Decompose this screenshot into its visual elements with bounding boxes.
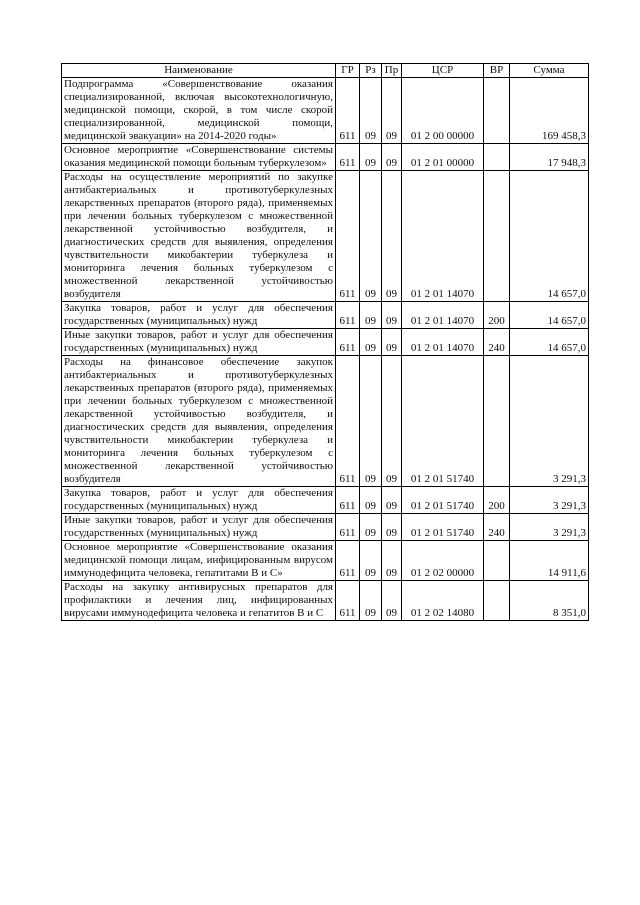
row-pr: 09	[382, 329, 402, 356]
row-sum: 3 291,3	[510, 514, 589, 541]
table-row	[62, 581, 589, 621]
header-pr: Пр	[382, 64, 402, 78]
table-row	[62, 514, 589, 541]
row-name: Расходы на финансовое обеспечение закупок антибактериальных и противотуберкулезных лекарственных препаратов (второго ряда), применяемых при лечении больных туберкулезом с множественной лекарственной устойчивостью возбудителя, и диагностических средств для выявления, определения чувствительности микобактерии туберкулеза и мониторинга лечения больных туберкулезом с множественной лекарственной устойчивостью возбудителя	[62, 356, 336, 487]
row-sum: 14 911,6	[510, 541, 589, 581]
row-gr: 611	[336, 78, 360, 144]
row-pr: 09	[382, 171, 402, 302]
row-gr: 611	[336, 541, 360, 581]
row-sum: 3 291,3	[510, 356, 589, 487]
row-pr: 09	[382, 144, 402, 171]
row-name: Основное мероприятие «Совершенствование оказания медицинской помощи лицам, инфицированным вирусом иммунодефицита человека, гепатитами В и С»	[62, 541, 336, 581]
row-sum: 14 657,0	[510, 171, 589, 302]
row-name: Иные закупки товаров, работ и услуг для обеспечения государственных (муниципальных) нужд	[62, 329, 336, 356]
row-rz: 09	[360, 329, 382, 356]
row-vr: 240	[484, 514, 510, 541]
header-name: Наименование	[62, 64, 336, 78]
row-gr: 611	[336, 329, 360, 356]
row-pr: 09	[382, 78, 402, 144]
row-csr: 01 2 01 51740	[402, 514, 484, 541]
row-rz: 09	[360, 171, 382, 302]
header-vr: ВР	[484, 64, 510, 78]
row-csr: 01 2 01 14070	[402, 171, 484, 302]
row-name: Основное мероприятие «Совершенствование системы оказания медицинской помощи больным туберкулезом»	[62, 144, 336, 171]
table-row	[62, 541, 589, 581]
row-sum: 17 948,3	[510, 144, 589, 171]
row-vr	[484, 144, 510, 171]
budget-table	[61, 63, 589, 621]
row-vr: 240	[484, 329, 510, 356]
header-gr: ГР	[336, 64, 360, 78]
row-gr: 611	[336, 581, 360, 621]
table-row	[62, 487, 589, 514]
row-vr	[484, 171, 510, 302]
row-rz: 09	[360, 581, 382, 621]
row-pr: 09	[382, 356, 402, 487]
row-rz: 09	[360, 514, 382, 541]
row-gr: 611	[336, 356, 360, 487]
row-sum: 14 657,0	[510, 302, 589, 329]
table-row	[62, 78, 589, 144]
table-row	[62, 356, 589, 487]
row-csr: 01 2 00 00000	[402, 78, 484, 144]
row-pr: 09	[382, 541, 402, 581]
row-sum: 8 351,0	[510, 581, 589, 621]
row-rz: 09	[360, 356, 382, 487]
row-vr	[484, 356, 510, 487]
table-row	[62, 329, 589, 356]
table-header-row	[62, 64, 589, 78]
row-gr: 611	[336, 487, 360, 514]
row-vr: 200	[484, 302, 510, 329]
header-csr: ЦСР	[402, 64, 484, 78]
row-sum: 14 657,0	[510, 329, 589, 356]
row-sum: 169 458,3	[510, 78, 589, 144]
row-pr: 09	[382, 487, 402, 514]
row-csr: 01 2 02 00000	[402, 541, 484, 581]
row-csr: 01 2 01 14070	[402, 302, 484, 329]
table-row	[62, 171, 589, 302]
row-csr: 01 2 01 00000	[402, 144, 484, 171]
row-pr: 09	[382, 302, 402, 329]
table-body	[62, 78, 589, 621]
row-vr	[484, 541, 510, 581]
row-name: Расходы на закупку антивирусных препаратов для профилактики и лечения лиц, инфицированных вирусами иммунодефицита человека и гепатитов В и С	[62, 581, 336, 621]
row-csr: 01 2 01 14070	[402, 329, 484, 356]
row-pr: 09	[382, 514, 402, 541]
row-vr	[484, 581, 510, 621]
header-sum: Сумма	[510, 64, 589, 78]
row-csr: 01 2 01 51740	[402, 487, 484, 514]
row-name: Расходы на осуществление мероприятий по закупке антибактериальных и противотуберкулезных лекарственных препаратов (второго ряда), применяемых при лечении больных туберкулезом с множественной лекарственной устойчивостью возбудителя, и диагностических средств для выявления, определения чувствительности микобактерии туберкулеза и мониторинга лечения больных туберкулезом с множественной лекарственной устойчивостью возбудителя	[62, 171, 336, 302]
row-name: Иные закупки товаров, работ и услуг для обеспечения государственных (муниципальных) нужд	[62, 514, 336, 541]
row-vr: 200	[484, 487, 510, 514]
row-gr: 611	[336, 171, 360, 302]
row-name: Закупка товаров, работ и услуг для обеспечения государственных (муниципальных) нужд	[62, 302, 336, 329]
row-rz: 09	[360, 78, 382, 144]
header-rz: Рз	[360, 64, 382, 78]
table-row	[62, 302, 589, 329]
row-gr: 611	[336, 302, 360, 329]
row-gr: 611	[336, 514, 360, 541]
row-sum: 3 291,3	[510, 487, 589, 514]
row-pr: 09	[382, 581, 402, 621]
row-rz: 09	[360, 541, 382, 581]
row-rz: 09	[360, 487, 382, 514]
row-name: Закупка товаров, работ и услуг для обеспечения государственных (муниципальных) нужд	[62, 487, 336, 514]
row-csr: 01 2 01 51740	[402, 356, 484, 487]
row-rz: 09	[360, 144, 382, 171]
table-row	[62, 144, 589, 171]
row-name: Подпрограмма «Совершенствование оказания специализированной, включая высокотехнологичную, медицинской помощи, скорой, в том числе скорой специализированной, медицинской помощи, медицинской эвакуации» на 2014-2020 годы»	[62, 78, 336, 144]
row-rz: 09	[360, 302, 382, 329]
row-gr: 611	[336, 144, 360, 171]
row-vr	[484, 78, 510, 144]
row-csr: 01 2 02 14080	[402, 581, 484, 621]
